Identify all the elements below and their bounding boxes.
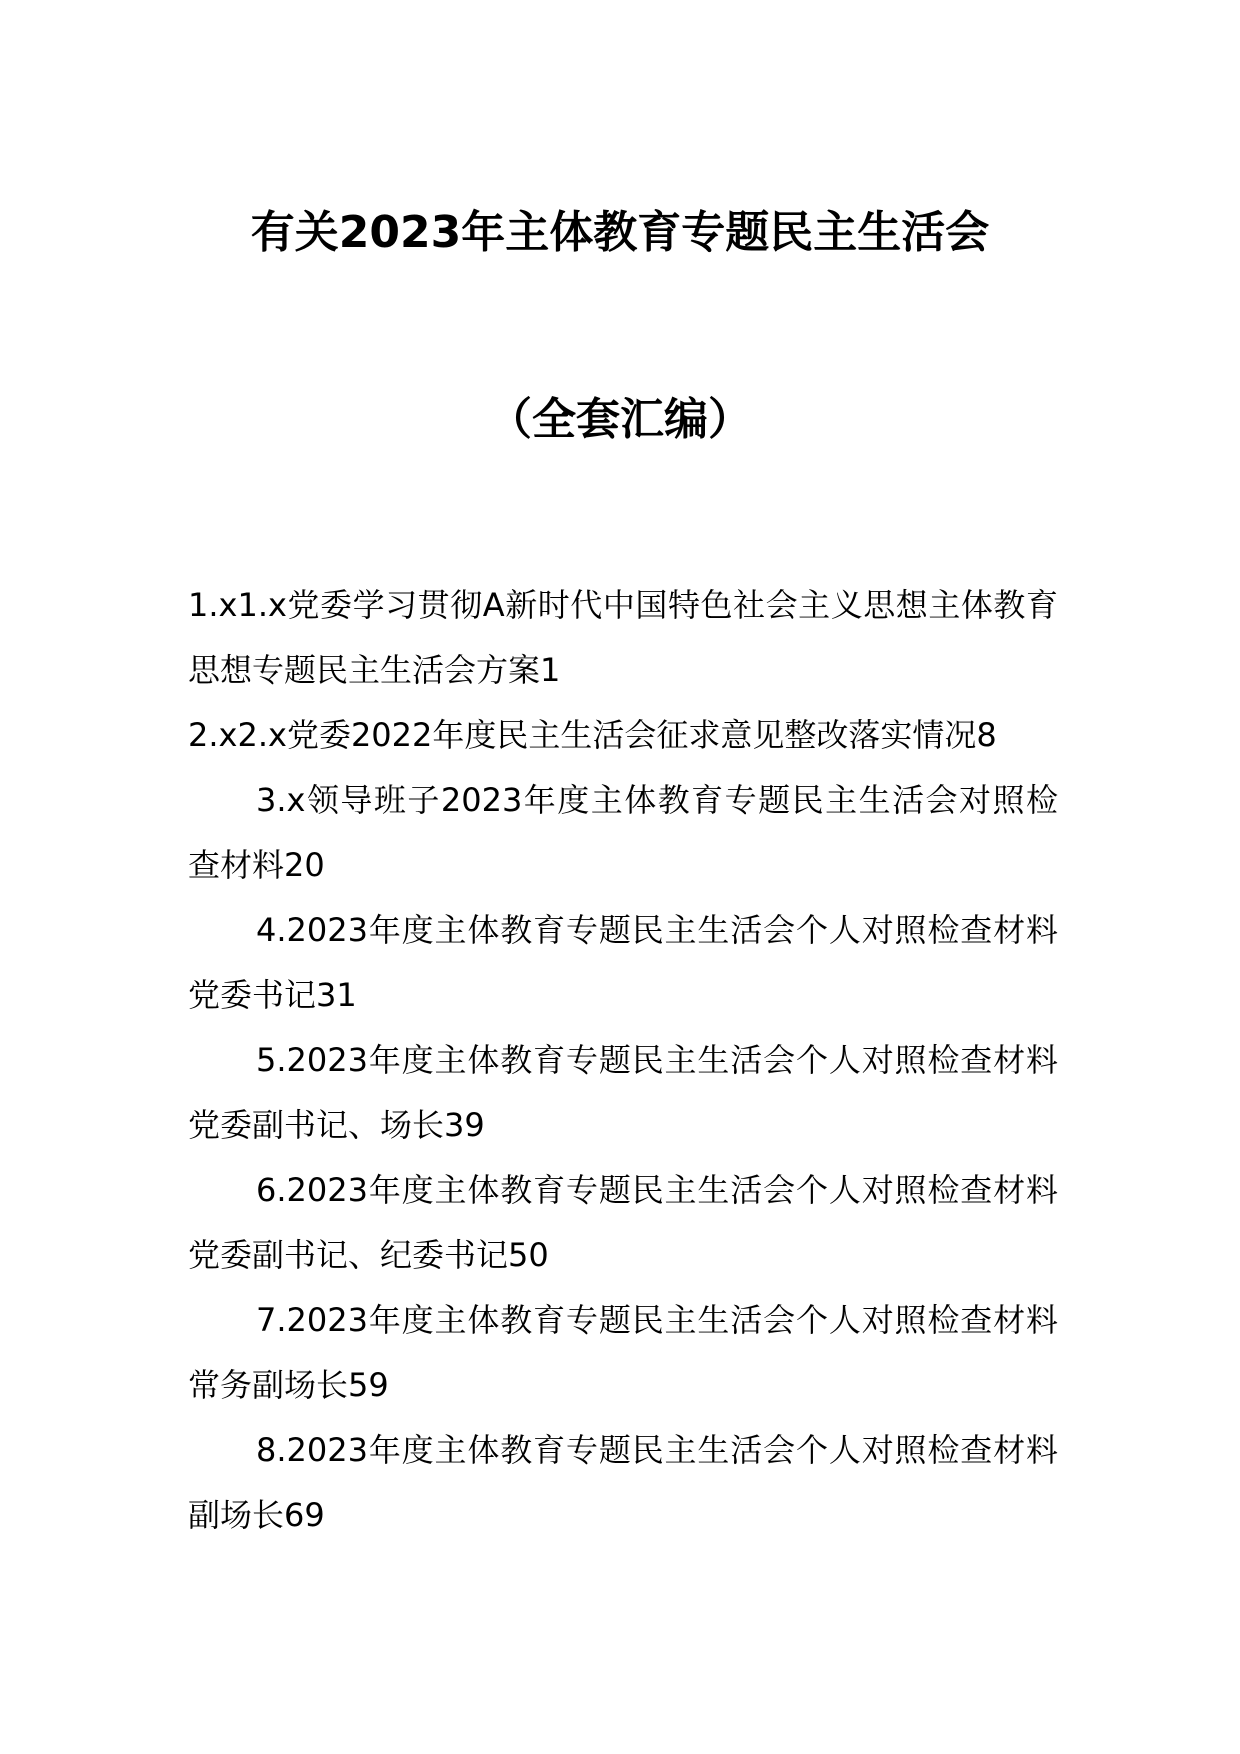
toc-entry-3: 3.x领导班子2023年度主体教育专题民主生活会对照检查材料20 — [188, 781, 1058, 884]
page-subtitle: （全套汇编） — [488, 394, 752, 445]
table-of-contents — [188, 573, 1058, 1548]
toc-entry-4: 4.2023年度主体教育专题民主生活会个人对照检查材料党委书记31 — [188, 911, 1058, 1014]
toc-entry-1: 1.x1.x党委学习贯彻A新时代中国特色社会主义思想主体教育思想专题民主生活会方案1 — [188, 586, 1058, 689]
toc-entry-6: 6.2023年度主体教育专题民主生活会个人对照检查材料党委副书记、纪委书记50 — [188, 1171, 1058, 1274]
toc-entry-5: 5.2023年度主体教育专题民主生活会个人对照检查材料党委副书记、场长39 — [188, 1041, 1058, 1144]
toc-entry-7: 7.2023年度主体教育专题民主生活会个人对照检查材料常务副场长59 — [188, 1301, 1058, 1404]
toc-entry-2: 2.x2.x党委2022年度民主生活会征求意见整改落实情况8 — [188, 716, 997, 754]
toc-entry-8: 8.2023年度主体教育专题民主生活会个人对照检查材料副场长69 — [188, 1431, 1058, 1534]
page-title: 有关2023年主体教育专题民主生活会 — [250, 207, 990, 258]
